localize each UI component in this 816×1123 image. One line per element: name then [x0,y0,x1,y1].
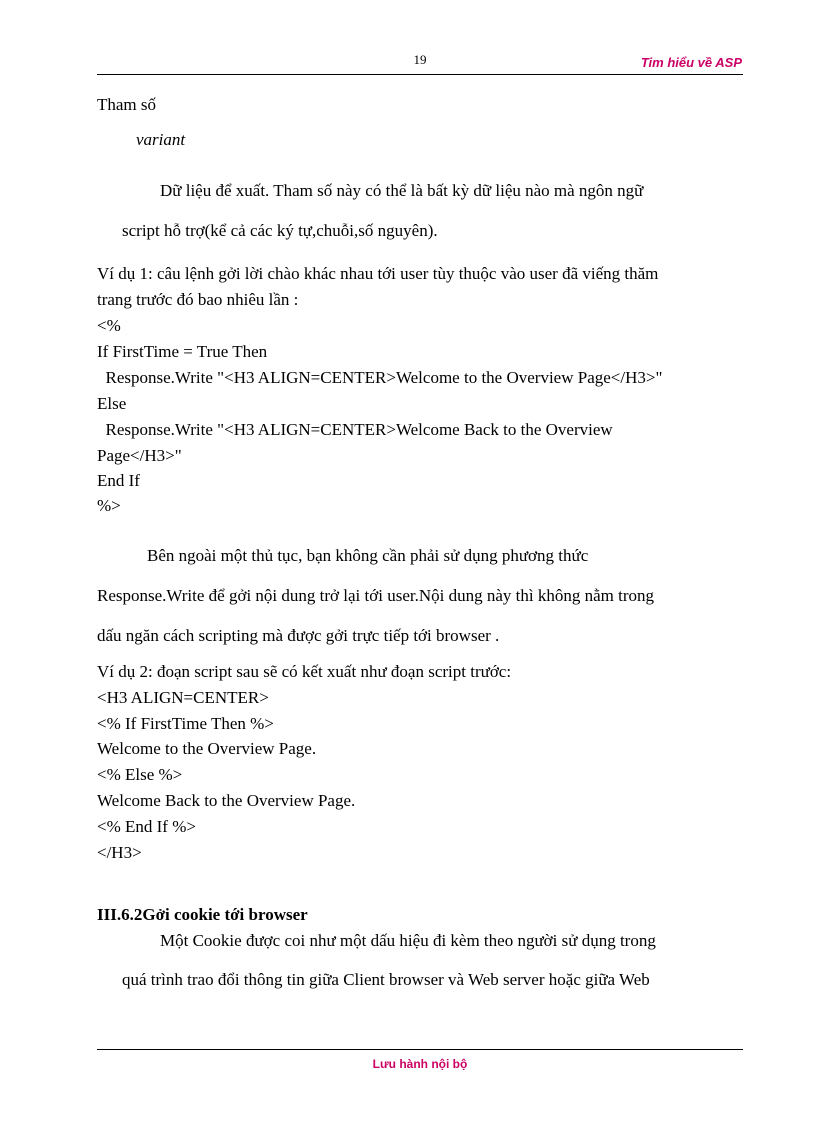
footer-text: Lưu hành nội bộ [372,1057,468,1071]
code-line: <H3 ALIGN=CENTER> [97,688,269,707]
param-name: variant [136,130,186,149]
para2-line-3: dấu ngăn cách scripting mà được gởi trực tiếp tới browser . [97,626,500,645]
param-desc-line-1: Dữ liệu để xuất. Tham số này có thể là bất kỳ dữ liệu nào mà ngôn ngữ [160,181,644,200]
code-line: Welcome Back to the Overview Page. [97,791,356,810]
para2-line-2: Response.Write để gởi nội dung trở lại tới user.Nội dung này thì không nằm trong [97,586,654,605]
code-line: Page</H3>" [97,446,182,465]
example1-intro-line-1: Ví dụ 1: câu lệnh gởi lời chào khác nhau tới user tùy thuộc vào user đã viếng thăm [97,264,659,283]
header-rule [97,74,743,75]
code-line: %> [97,496,121,515]
code-line: Response.Write "<H3 ALIGN=CENTER>Welcome to the Overview Page</H3>" [97,368,663,387]
code-line: </H3> [97,843,142,862]
code-line: Response.Write "<H3 ALIGN=CENTER>Welcome Back to the Overview [97,420,613,439]
code-line: <% If FirstTime Then %> [97,714,274,733]
code-line: <% [97,316,121,335]
para2-line-1: Bên ngoài một thủ tục, bạn không cần phải sử dụng phương thức [147,546,589,565]
header-title: Tim hiểu về ASP [640,55,742,70]
code-line: Else [97,394,127,413]
section-para-line-1: Một Cookie được coi như một dấu hiệu đi kèm theo người sử dụng trong [160,931,656,950]
code-line: If FirstTime = True Then [97,342,268,361]
param-heading: Tham số [97,95,157,114]
section-para-line-2: quá trình trao đổi thông tin giữa Client browser và Web server hoặc giữa Web [122,970,650,989]
code-line: End If [97,471,140,490]
footer-rule [97,1049,743,1050]
param-desc-line-2: script hỗ trợ(kể cả các ký tự,chuỗi,số nguyên). [122,221,438,240]
code-line: <% End If %> [97,817,196,836]
code-line: <% Else %> [97,765,183,784]
example2-intro: Ví dụ 2: đoạn script sau sẽ có kết xuất như đoạn script trước: [97,662,512,681]
page-number: 19 [413,52,427,67]
example1-intro-line-2: trang trước đó bao nhiêu lần : [97,290,299,309]
code-line: Welcome to the Overview Page. [97,739,317,758]
section-heading: III.6.2Gởi cookie tới browser [97,905,308,924]
